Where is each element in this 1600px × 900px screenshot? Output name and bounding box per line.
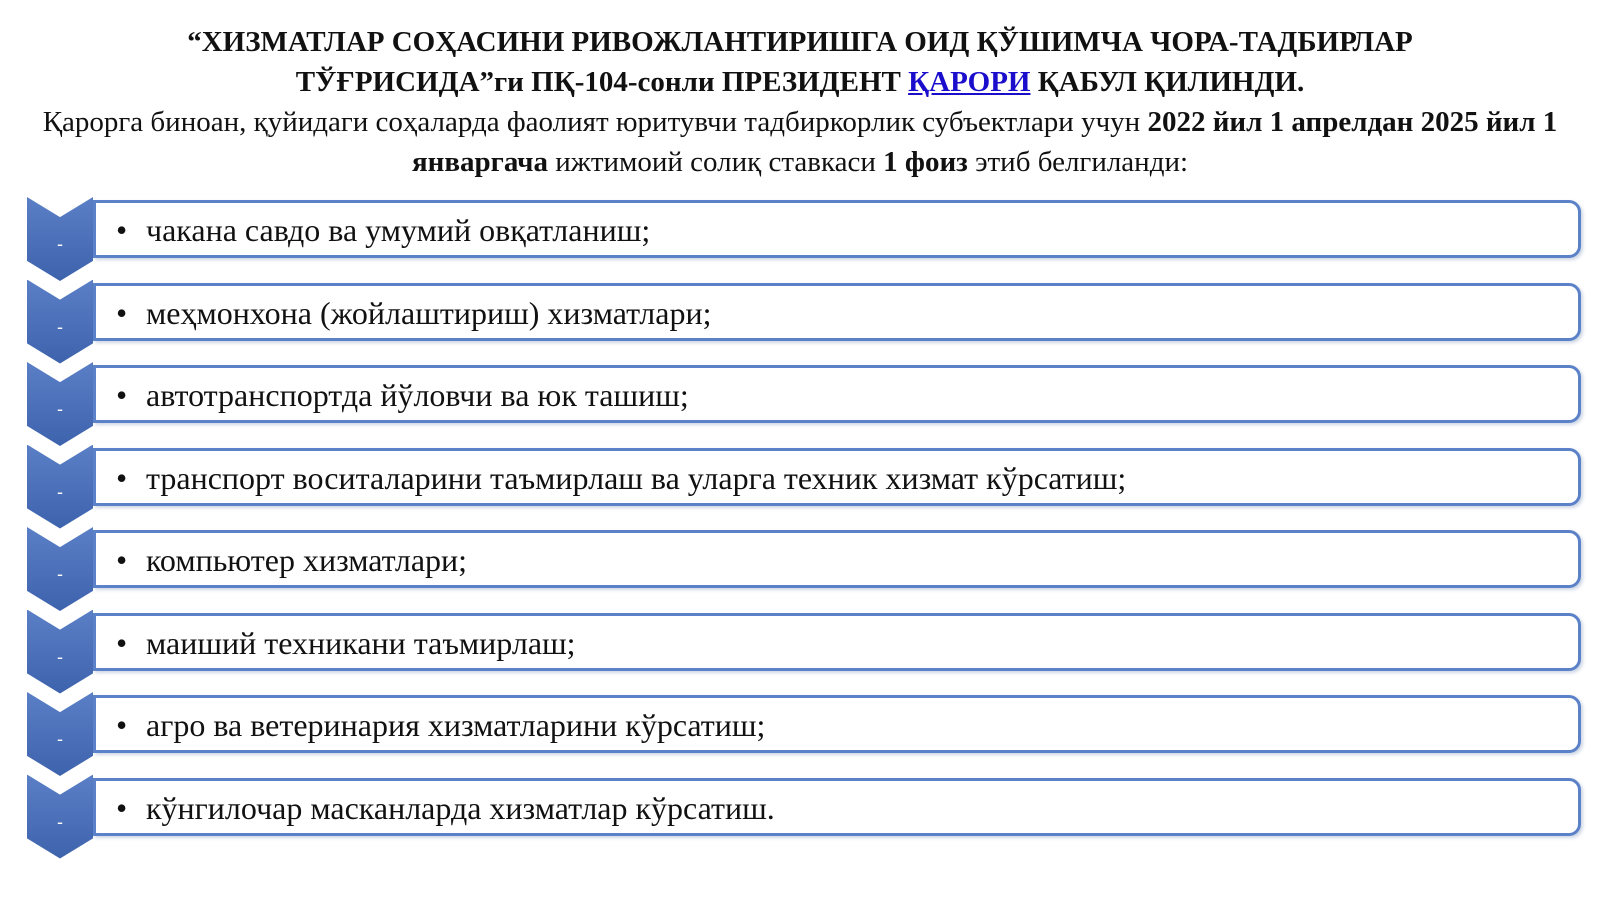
title-line-2-start: ТЎҒРИСИДА”ги ПҚ-104-сонли ПРЕЗИДЕНТ <box>295 66 909 98</box>
bullet-icon: • <box>116 707 128 743</box>
bullet-icon: • <box>116 377 128 413</box>
list-item-content <box>116 543 467 577</box>
list-item <box>93 613 1581 671</box>
list-item <box>93 530 1581 588</box>
chevron-dash: - <box>57 811 63 832</box>
title-line-1: “ХИЗМАТЛАР СОҲАСИНИ РИВОЖЛАНТИРИШГА ОИД ҚЎШИМЧА ЧОРА-ТАДБИРЛАР <box>187 26 1413 58</box>
list-item-content <box>116 378 689 412</box>
list-item-label: меҳмонхона (жойлаштириш) хизматлари; <box>146 294 712 331</box>
decree-link[interactable]: ҚАРОРИ <box>908 66 1031 98</box>
list-item <box>93 778 1581 836</box>
list-item-label: маиший техникани таъмирлаш; <box>146 624 576 661</box>
subtitle-part-1: Қарорга биноан, қуйидаги соҳаларда фаолият юритувчи тадбиркорлик субъектлари учун <box>42 106 1148 138</box>
list-item-label: компьютер хизматлари; <box>146 542 468 578</box>
list-item <box>93 448 1581 506</box>
chevron-dash: - <box>57 646 63 667</box>
bullet-icon: • <box>116 624 128 661</box>
bullet-icon: • <box>116 542 128 578</box>
bullet-icon: • <box>116 459 128 496</box>
list-item-content <box>116 791 775 825</box>
subtitle-part-3: этиб белгиланди: <box>967 146 1189 178</box>
list-item <box>93 200 1581 258</box>
chevron-dash: - <box>57 234 63 254</box>
chevron-dash: - <box>57 481 63 502</box>
chevron-dash: - <box>57 564 63 584</box>
chevron-dash: - <box>57 729 63 749</box>
list-item <box>93 283 1581 341</box>
list-item-label: чакана савдо ва умумий овқатланиш; <box>146 212 651 248</box>
list-item-label: транспорт воситаларини таъмирлаш ва уларга техник хизмат кўрсатиш; <box>146 459 1127 496</box>
list-item <box>93 365 1581 423</box>
list-item-label: автотранспортда йўловчи ва юк ташиш; <box>146 377 689 413</box>
list-item-content <box>116 461 1126 495</box>
list-item-label: агро ва ветеринария хизматларини кўрсатиш; <box>146 707 766 743</box>
subtitle-part-2: ижтимоий солиқ ставкаси <box>548 146 884 178</box>
list-item-content <box>116 708 765 742</box>
list-item <box>93 695 1581 753</box>
list-item-content <box>116 626 576 660</box>
list-item-content <box>116 213 650 247</box>
chevron-dash: - <box>57 316 63 337</box>
subtitle-rate: 1 фоиз <box>883 146 968 178</box>
chevron-dash: - <box>57 399 63 419</box>
bullet-icon: • <box>116 789 128 826</box>
list-item-label: кўнгилочар масканларда хизматлар кўрсатиш. <box>146 789 775 826</box>
title-line-2-end: ҚАБУЛ ҚИЛИНДИ. <box>1030 66 1305 98</box>
subtitle-date-range: 2022 йил 1 апрелдан 2025 йил 1 январгача <box>411 106 1558 178</box>
list-item-content <box>116 296 711 330</box>
bullet-icon: • <box>116 294 128 331</box>
bullet-icon: • <box>116 212 128 248</box>
